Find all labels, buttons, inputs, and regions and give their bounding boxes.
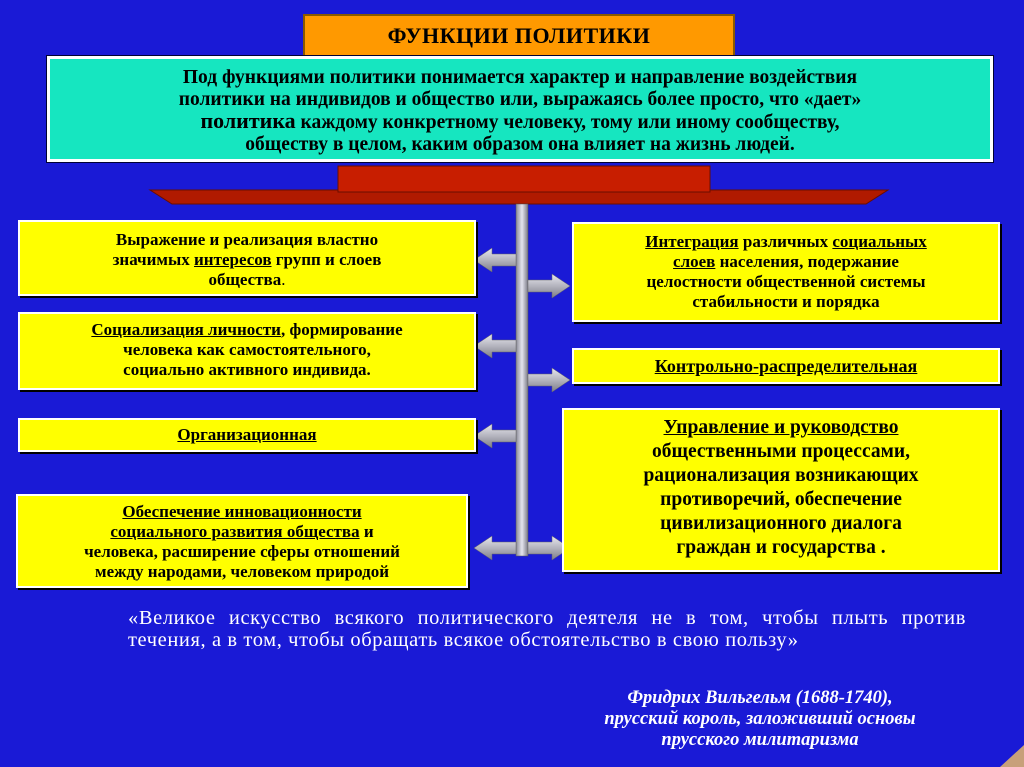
definition-emphasis: политика <box>200 108 296 133</box>
definition-line-4: обществу в целом, каким образом она влияет на жизнь людей. <box>245 133 795 155</box>
quote-text: «Великое искусство всякого политического деятеля не в том, чтобы плыть против течения, а в том, чтобы обращать всякое обстоятельство в свою пользу» <box>128 607 966 651</box>
function-socialization-box: Социализация личности, формирование человека как самостоятельного, социально активного индивида. <box>18 312 476 390</box>
arrow-right-1 <box>528 274 570 298</box>
definition-line-1: Под функциями политики понимается характер и направление воздействия <box>182 67 858 88</box>
function-control-distribution-box: Контрольно-распределительная <box>572 348 1000 384</box>
arrow-right-2 <box>528 368 570 392</box>
function-integration-box: Интеграция различных социальных слоев населения, подержание целостности общественной системы стабильности и порядка <box>572 222 1000 322</box>
arrow-left-1 <box>474 248 516 272</box>
function-interests-box: Выражение и реализация властно значимых интересов групп и слоев общества. <box>18 220 476 296</box>
banner-top <box>338 166 710 192</box>
slide-title: ФУНКЦИИ ПОЛИТИКИ <box>303 14 735 58</box>
author-description: прусского милитаризма <box>661 730 859 750</box>
author-name: Фридрих Вильгельм (1688-1740), <box>627 688 893 708</box>
author-title: прусский король, заложивший основы <box>604 709 916 729</box>
definition-line-2: политики на индивидов и общество или, выражаясь более просто, что «дает» <box>178 88 862 110</box>
arrow-left-2 <box>474 334 516 358</box>
function-innovation-box: Обеспечение инновационности социального развития общества и человека, расширение сферы отношений между народами, человеком природой <box>16 494 468 588</box>
arrow-left-4 <box>474 536 516 560</box>
function-organizational-box: Организационная <box>18 418 476 452</box>
definition-box <box>47 56 993 162</box>
definition-line-3: политика каждому конкретному человеку, тому или иному сообществу, <box>200 108 840 133</box>
corner-decoration <box>1000 745 1024 767</box>
quote-author <box>560 688 960 751</box>
arrow-left-3 <box>474 424 516 448</box>
trunk <box>516 204 528 556</box>
function-management-box: Управление и руководство общественными процессами, рационализация возникающих противоречий, обеспечение цивилизационного диалога граждан и государства . <box>562 408 1000 572</box>
